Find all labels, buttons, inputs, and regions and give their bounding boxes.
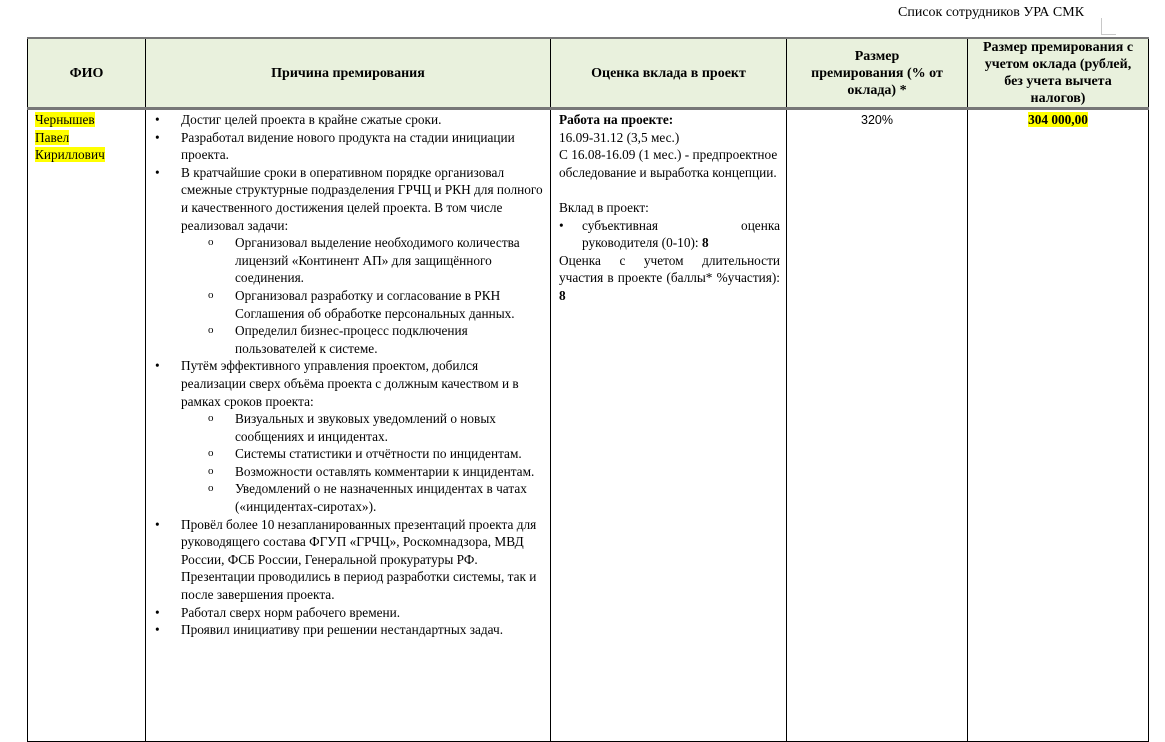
bullet-icon: • <box>155 129 160 145</box>
reason-item: • Путём эффективного управления проектом, добился реализации сверх объёма проекта с должным качеством и в рамках сроков проекта: <box>155 358 519 409</box>
work-period-main: 16.09-31.12 (3,5 мес.) <box>559 129 680 145</box>
reason-item: • Проявил инициативу при решении нестандартных задач. <box>155 622 504 638</box>
circle-bullet-icon: o <box>208 412 214 425</box>
spacer <box>559 181 780 199</box>
reason-cell <box>146 109 551 742</box>
document-title: Список сотрудников УРА СМК <box>898 5 1085 20</box>
circle-bullet-icon: o <box>208 236 214 249</box>
header-percent: Размер премирования (% от оклада) * <box>787 38 968 109</box>
bonus-amount: 304 000,00 <box>1028 112 1088 127</box>
page-corner-mark <box>1101 18 1116 35</box>
header-contribution: Оценка вклада в проект <box>551 38 787 109</box>
reason-subitem: o Возможности оставлять комментарии к инцидентам. <box>208 463 535 479</box>
circle-bullet-icon: o <box>208 464 214 477</box>
reason-item: • В кратчайшие сроки в оперативном порядке организовал смежные структурные подразделения ГРЧЦ и РКН для полного и качественного достижения целей проекта. В том числе реализовал задачи: <box>155 164 543 233</box>
employee-name-line: Кириллович <box>35 147 105 163</box>
circle-bullet-icon: o <box>208 324 214 337</box>
bullet-icon: • <box>155 112 160 127</box>
manager-score-line: руководителя (0-10): 8 <box>582 235 709 251</box>
manager-score-value: 8 <box>701 235 709 251</box>
work-label: Работа на проекте: <box>559 112 674 127</box>
header-amount: Размер премирования с учетом оклада (рублей, без учета вычета налогов) <box>968 38 1149 109</box>
header-name: ФИО <box>28 38 146 109</box>
bonus-table <box>27 37 1149 742</box>
bullet-icon: • <box>155 622 160 638</box>
employee-name-line: Чернышев <box>35 112 95 127</box>
bullet-icon: • <box>155 164 160 180</box>
manager-score-label-a: субъективная оценка <box>582 217 780 233</box>
employee-name-line: Павел <box>35 129 70 145</box>
reason-subitem: o Уведомлений о не назначенных инцидентах в чатах («инцидентах-сиротах»). <box>208 481 527 515</box>
employee-name-cell <box>28 109 146 742</box>
duration-score-line: Оценка с учетом длительности участия в проекте (баллы* %участия): 8 <box>559 252 780 303</box>
circle-bullet-icon: o <box>208 482 214 495</box>
bullet-icon: • <box>559 217 564 233</box>
reason-list <box>146 110 550 639</box>
circle-bullet-icon: o <box>208 447 214 460</box>
reason-subitem: o Системы статистики и отчётности по инцидентам. <box>208 446 522 462</box>
bullet-icon: • <box>155 358 160 374</box>
header-reason: Причина премирования <box>146 38 551 109</box>
header-row <box>28 38 1149 109</box>
bullet-icon: • <box>155 516 160 532</box>
reason-item: • Разработал видение нового продукта на стадии инициации проекта. <box>155 129 515 163</box>
bonus-percent: 320% <box>861 113 893 127</box>
contribution-label: Вклад в проект: <box>559 199 649 215</box>
duration-score-value: 8 <box>559 287 566 303</box>
work-period-pre: С 16.08-16.09 (1 мес.) - предпроектное обследование и выработка концепции. <box>559 147 778 180</box>
contribution-cell <box>551 109 787 742</box>
percent-cell <box>787 109 968 742</box>
reason-item: • Работал сверх норм рабочего времени. <box>155 604 401 620</box>
reason-item: • Достиг целей проекта в крайне сжатые сроки. <box>155 112 442 127</box>
circle-bullet-icon: o <box>208 288 214 301</box>
table-row <box>28 109 1149 742</box>
reason-subitem: o Определил бизнес-процесс подключения пользователей к системе. <box>208 323 468 356</box>
reason-subitem: o Организовал разработку и согласование в РКН Соглашения об обработке персональных данных. <box>208 287 515 321</box>
reason-subitem: o Организовал выделение необходимого количества лицензий «Континент АП» для защищённого соединения. <box>208 235 520 286</box>
amount-cell <box>968 109 1149 742</box>
manager-score-item <box>559 217 780 252</box>
reason-item: • Провёл более 10 незапланированных презентаций проекта для руководящего состава ФГУП «ГРЧЦ», Роскомнадзора, МВД России, ФСБ России, Генеральной прокуратуры РФ. Презентации проводились в период разработки системы, так и после завершения проекта. <box>155 516 537 603</box>
bullet-icon: • <box>155 604 160 620</box>
reason-subitem: o Визуальных и звуковых уведомлений о новых сообщениях и инцидентах. <box>208 411 496 444</box>
